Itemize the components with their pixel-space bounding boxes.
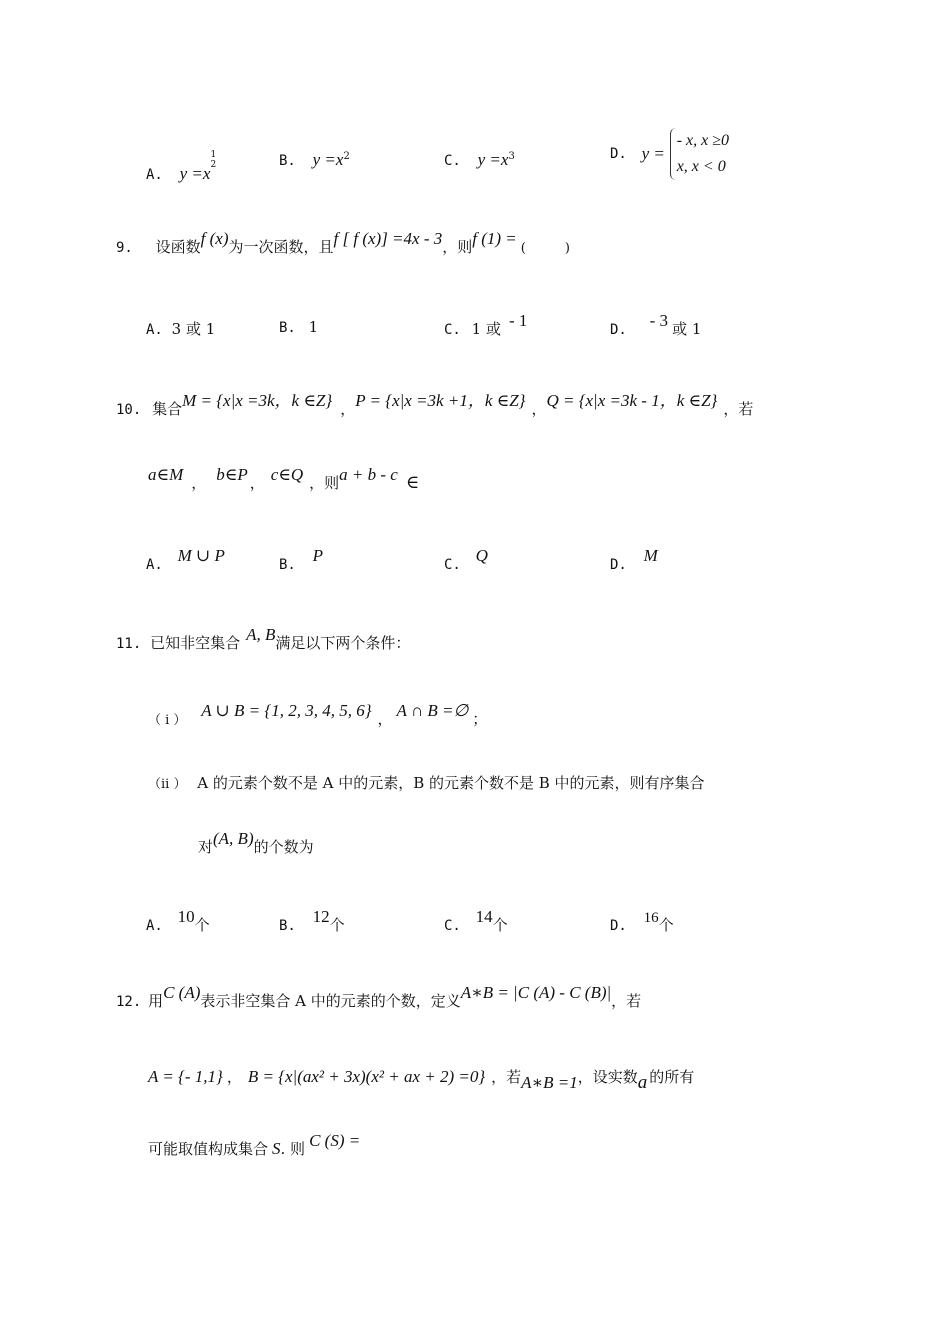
math-expression: A∗B = |C (A) - C (B)|: [460, 983, 612, 1002]
option-expression: y =: [641, 144, 665, 163]
question-12-cont: [148, 1066, 695, 1093]
q11-option-a: [146, 907, 210, 935]
math-expression: c∈Q: [270, 465, 304, 484]
punctuation: ，: [531, 400, 547, 418]
q8-option-d: [610, 128, 729, 180]
option-unit: 个: [194, 916, 210, 934]
question-text: ，若: [491, 1068, 522, 1086]
option-value: 12: [312, 907, 330, 926]
option-value: 16: [643, 910, 659, 926]
question-text: 设函数: [155, 238, 201, 256]
math-expression: C (S) =: [309, 1131, 361, 1150]
question-number: 11.: [116, 636, 142, 652]
q10-option-a: [146, 546, 225, 574]
math-expression: (A, B): [213, 829, 254, 848]
option-label: D.: [610, 557, 627, 573]
exponent: 3: [508, 151, 515, 162]
punctuation: ，: [377, 710, 393, 728]
punctuation: ，: [226, 1068, 242, 1086]
question-10: [116, 391, 754, 419]
q11-condition-2-cont: [198, 829, 314, 857]
option-label: C.: [444, 557, 461, 573]
punctuation: ，: [249, 474, 265, 492]
option-expression: M ∪ P: [177, 546, 225, 565]
math-expression: M = {x|x =3k，k ∈Z}: [182, 391, 333, 410]
question-text: ，若: [723, 400, 754, 418]
option-value: 10: [177, 907, 195, 926]
question-10-cont: [148, 465, 420, 493]
option-text: 3 或 1: [171, 320, 216, 338]
option-label: B.: [279, 153, 296, 169]
math-variable: S: [272, 1139, 281, 1158]
option-value: 14: [475, 907, 493, 926]
math-expression: C (A): [163, 983, 201, 1002]
math-expression: a + b - c: [339, 465, 398, 484]
option-unit: 个: [492, 916, 508, 934]
question-text: 可能取值构成集合: [148, 1140, 269, 1158]
option-label: A.: [146, 322, 163, 338]
math-variable: a: [637, 1072, 648, 1093]
question-text: ，则: [309, 474, 340, 492]
option-label: C.: [444, 918, 461, 934]
option-expression: y =x: [477, 150, 509, 169]
q11-condition-1: [148, 701, 488, 729]
question-text: 已知非空集合: [150, 634, 241, 652]
option-text: 1: [308, 318, 319, 336]
q11-option-d: [610, 910, 674, 935]
answer-blank: ( ): [520, 241, 570, 256]
option-label: B.: [279, 918, 296, 934]
question-text: ，则: [442, 238, 473, 256]
option-label: B.: [279, 557, 296, 573]
option-expression: y =x: [179, 164, 211, 183]
question-text: A 的元素个数不是 A 中的元素，B 的元素个数不是 B 中的元素，则有序集合: [197, 774, 705, 792]
question-text: 用: [148, 992, 164, 1010]
option-text: 1 或: [471, 320, 501, 338]
question-text: ，若: [611, 992, 642, 1010]
math-expression: A ∩ B =∅: [396, 701, 469, 720]
condition-label: （ i ）: [148, 713, 187, 728]
math-expression: f (1) =: [472, 229, 517, 248]
exponent: 2: [343, 151, 350, 162]
question-text: ，设实数: [577, 1068, 638, 1086]
math-expression: A∗B =1: [521, 1073, 578, 1092]
question-text: 集合: [152, 400, 183, 418]
question-12: [116, 983, 642, 1011]
math-expression: a∈M: [148, 465, 184, 484]
math-expression: f [ f (x)] =4x - 3: [333, 229, 443, 248]
option-text: 或 1: [672, 320, 702, 338]
option-label: A.: [146, 557, 163, 573]
option-label: C.: [444, 153, 461, 169]
option-unit: 个: [658, 916, 674, 934]
option-expression: P: [312, 546, 324, 565]
q11-condition-2: [148, 772, 705, 793]
element-of-symbol: ∈: [405, 472, 420, 493]
q10-option-b: [279, 546, 324, 574]
math-expression: - 1: [508, 311, 528, 330]
question-text: 满足以下两个条件：: [275, 634, 411, 652]
punctuation: ；: [472, 710, 488, 728]
option-label: C.: [444, 322, 461, 338]
math-expression: A = {- 1,1}: [148, 1067, 223, 1086]
punctuation: ，: [340, 400, 356, 418]
q9-option-d: [610, 311, 702, 339]
option-unit: 个: [329, 916, 345, 934]
option-label: D.: [610, 918, 627, 934]
math-expression: A, B: [246, 625, 276, 644]
question-text: . 则: [280, 1140, 306, 1158]
condition-label: （ii ）: [148, 777, 187, 792]
option-expression: y =x: [312, 150, 344, 169]
exponent-fraction: 1 2: [210, 150, 217, 170]
math-expression: f (x): [200, 229, 229, 248]
question-text: 表示非空集合 A 中的元素的个数，定义: [200, 992, 461, 1010]
q8-option-a: [146, 150, 216, 184]
question-text: 的所有: [649, 1068, 695, 1086]
option-label: D.: [610, 146, 627, 162]
math-expression: Q = {x|x =3k - 1，k ∈Z}: [546, 391, 718, 410]
question-11: [116, 625, 411, 653]
question-number: 10.: [116, 402, 142, 418]
question-text: 的个数为: [253, 838, 314, 856]
q10-option-c: [444, 546, 488, 574]
question-number: 12.: [116, 994, 142, 1010]
question-9: [116, 229, 570, 257]
math-expression: P = {x|x =3k +1，k ∈Z}: [355, 391, 526, 410]
piecewise-cases: - x, x ≥0 x, x < 0: [670, 128, 729, 180]
option-label: A.: [146, 918, 163, 934]
q8-option-b: [279, 150, 350, 170]
option-label: A.: [146, 167, 163, 183]
q11-option-c: [444, 907, 508, 935]
option-expression: M: [643, 546, 658, 565]
option-label: B.: [279, 320, 296, 336]
q11-option-b: [279, 907, 345, 935]
option-label: D.: [610, 322, 627, 338]
question-text: 对: [198, 838, 214, 856]
q10-option-d: [610, 546, 658, 574]
question-12-cont-2: [148, 1131, 361, 1159]
math-expression: B = {x|(ax² + 3x)(x² + ax + 2) =0}: [247, 1067, 486, 1086]
math-expression: A ∪ B = {1, 2, 3, 4, 5, 6}: [201, 701, 372, 720]
q9-option-c: [444, 311, 528, 339]
math-expression: - 3: [649, 311, 669, 330]
q9-option-b: [279, 318, 318, 336]
q9-option-a: [146, 318, 215, 339]
punctuation: ，: [191, 474, 207, 492]
question-text: 为一次函数，且: [228, 238, 334, 256]
math-expression: b∈P: [216, 465, 248, 484]
q8-option-c: [444, 150, 515, 170]
option-expression: Q: [475, 546, 488, 565]
question-number: 9.: [116, 240, 133, 256]
